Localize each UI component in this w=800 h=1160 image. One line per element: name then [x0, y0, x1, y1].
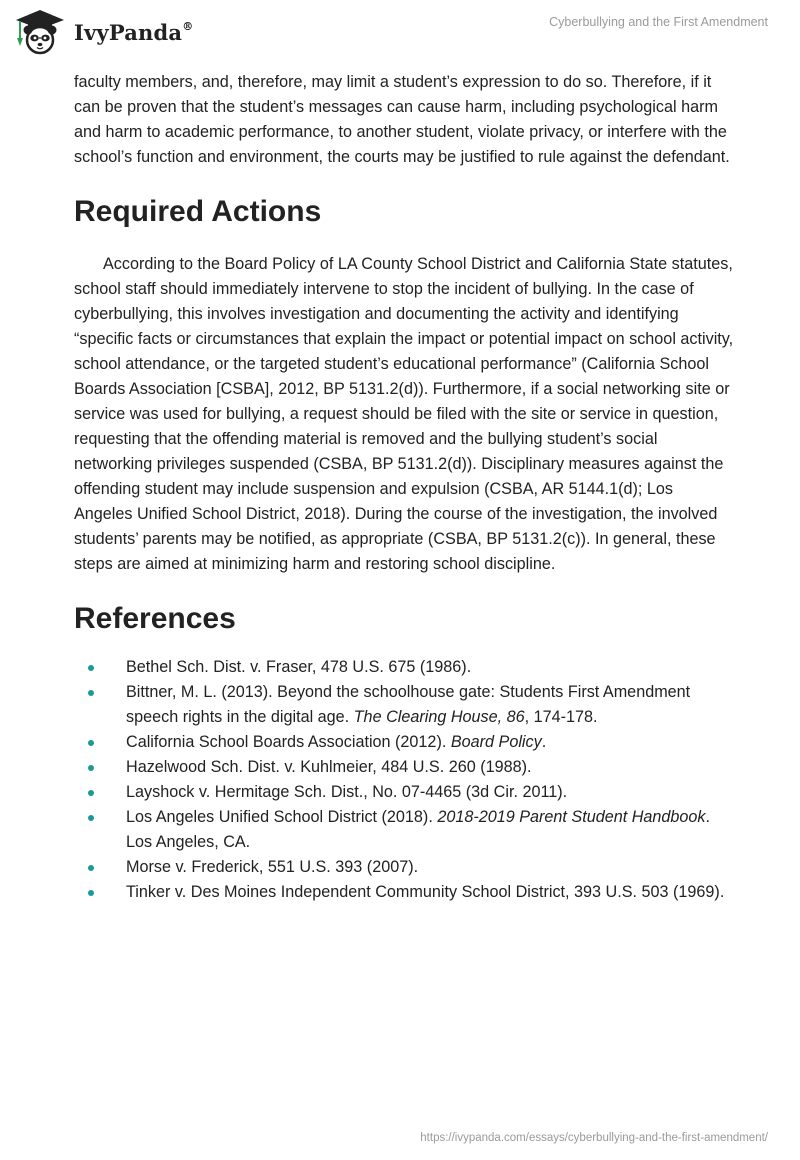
reference-item: Los Angeles Unified School District (2018). 2018-2019 Parent Student Handbook. Los Angeles, CA. — [74, 805, 734, 855]
reference-item: Bittner, M. L. (2013). Beyond the schoolhouse gate: Students First Amendment speech rights in the digital age. The Clearing House, 86, 174-178. — [74, 680, 734, 730]
bullet-icon — [88, 665, 94, 671]
brand-name: IvyPanda® — [74, 19, 194, 45]
ivypanda-logo[interactable] — [12, 8, 193, 56]
reference-item: Morse v. Frederick, 551 U.S. 393 (2007). — [74, 855, 734, 880]
references-list — [74, 655, 734, 905]
reference-item: California School Boards Association (2012). Board Policy. — [74, 730, 734, 755]
footer-url-link[interactable]: https://ivypanda.com/essays/cyberbullying-and-the-first-amendment/ — [420, 1132, 768, 1144]
intro-paragraph: faculty members, and, therefore, may limit a student’s expression to do so. Therefore, if it can be proven that the student’s messages can cause harm, including psychological harm and harm to academic performance, to another student, violate privacy, or interfere with the school’s function and environment, the courts may be justified to rule against the defendant. — [74, 73, 730, 166]
bullet-icon — [88, 815, 94, 821]
reference-item: Layshock v. Hermitage Sch. Dist., No. 07-4465 (3d Cir. 2011). — [74, 780, 734, 805]
page-header — [0, 0, 800, 60]
bullet-icon — [88, 765, 94, 771]
reference-item: Tinker v. Des Moines Independent Community School District, 393 U.S. 503 (1969). — [74, 880, 734, 905]
panda-graduate-icon — [12, 8, 68, 56]
bullet-icon — [88, 890, 94, 896]
reference-item: Bethel Sch. Dist. v. Fraser, 478 U.S. 675 (1986). — [74, 655, 734, 680]
references-heading: References — [74, 602, 236, 635]
essay-content — [74, 70, 734, 905]
document-title: Cyberbullying and the First Amendment — [549, 15, 768, 29]
bullet-icon — [88, 865, 94, 871]
reference-item: Hazelwood Sch. Dist. v. Kuhlmeier, 484 U.S. 260 (1988). — [74, 755, 734, 780]
required-actions-heading: Required Actions — [74, 195, 322, 228]
required-actions-paragraph: According to the Board Policy of LA County School District and California State statutes, school staff should immediately intervene to stop the incident of bullying. In the case of cyberbullying, this involves investigation and documenting the activity and identifying “specific facts or circumstances that explain the impact or potential impact on school activity, school attendance, or the targeted student’s educational performance” (California School Boards Association [CSBA], 2012, BP 5131.2(d)). Furthermore, if a social networking site or service was used for bullying, a request should be filed with the site or service in question, requesting that the offending material is removed and the bullying student’s social networking privileges suspended (CSBA, BP 5131.2(d)). Disciplinary measures against the offending student may include suspension and expulsion (CSBA, AR 5144.1(d); Los Angeles Unified School District, 2018). During the course of the investigation, the involved students’ parents may be notified, as appropriate (CSBA, BP 5131.2(c)). In general, these steps are aimed at minimizing harm and restoring school discipline. — [74, 255, 734, 573]
bullet-icon — [88, 740, 94, 746]
bullet-icon — [88, 690, 94, 696]
bullet-icon — [88, 790, 94, 796]
